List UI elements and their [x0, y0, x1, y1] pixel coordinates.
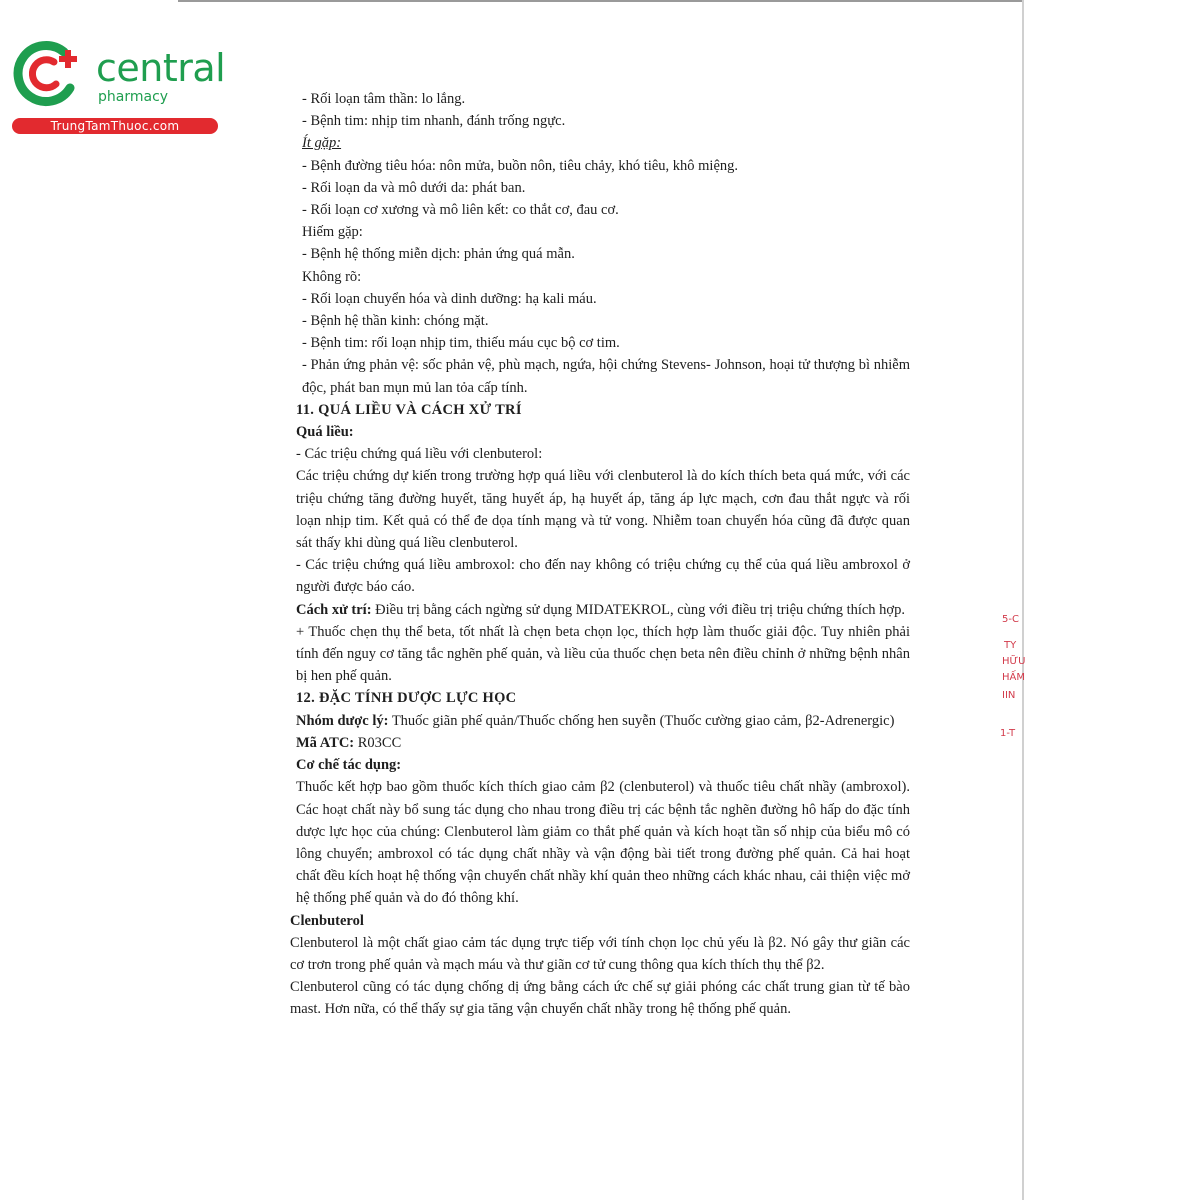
stamp-text: HỮU	[1002, 656, 1026, 667]
atc-label: Mã ATC:	[296, 734, 355, 751]
stamp-text: 1-T	[1000, 728, 1016, 739]
side-effect-line: - Bệnh đường tiêu hóa: nôn mửa, buồn nôn, tiêu chảy, khó tiêu, khô miệng.	[302, 157, 739, 174]
overdose-paragraph: + Thuốc chẹn thụ thể beta, tốt nhất là chẹn beta chọn lọc, thích hợp làm thuốc giải độc. Tuy nhiên phải tính đến nguy cơ tăng tắc nghẽn phế quản, và liều của thuốc chẹn beta nên điều chỉnh ở những bệnh nhân bị hen phế quản.	[296, 623, 910, 685]
central-pharmacy-logo[interactable]	[10, 38, 226, 138]
overdose-paragraph: - Các triệu chứng quá liều ambroxol: cho đến nay không có triệu chứng cụ thể của quá liều ambroxol ở người được báo cáo.	[296, 557, 910, 596]
document-body	[290, 88, 910, 1021]
mechanism-heading: Cơ chế tác dụng:	[296, 757, 402, 774]
frequency-heading-very-rare: Hiếm gặp:	[302, 224, 363, 241]
website-badge[interactable]: TrungTamThuoc.com	[12, 118, 218, 134]
atc-value: R03CC	[354, 734, 402, 751]
side-effect-line: - Rối loạn cơ xương và mô liên kết: co thắt cơ, đau cơ.	[302, 202, 619, 219]
side-effect-line: - Bệnh tim: rối loạn nhịp tim, thiếu máu cục bộ cơ tim.	[302, 335, 620, 352]
section-heading-overdose: 11. QUÁ LIỀU VÀ CÁCH XỬ TRÍ	[296, 401, 522, 418]
atc-code	[290, 732, 910, 754]
stamp-text: TY	[1004, 640, 1017, 651]
side-effect-line: - Bệnh hệ thống miễn dịch: phản ứng quá mẫn.	[302, 246, 575, 263]
stamp-text: IIN	[1002, 690, 1016, 701]
clenbuterol-paragraph: Clenbuterol là một chất giao cảm tác dụng trực tiếp với tính chọn lọc chủ yếu là β2. Nó gây thư giãn các cơ trơn trong phế quản và mạch máu và thư giãn cơ tử cung thông qua kích thích thụ thể β2.	[290, 934, 910, 973]
section-heading-pharmacodynamics: 12. ĐẶC TÍNH DƯỢC LỰC HỌC	[296, 690, 517, 707]
side-effect-line: - Phản ứng phản vệ: sốc phản vệ, phù mạch, ngứa, hội chứng Stevens- Johnson, hoại tử thượng bì nhiễm độc, phát ban mụn mủ lan tỏa cấp tính.	[302, 357, 910, 396]
treatment-paragraph	[290, 599, 910, 621]
logo-name: central	[96, 46, 226, 90]
frequency-heading-rare: Ít gặp:	[302, 135, 342, 152]
overdose-subheading: Quá liều:	[296, 424, 354, 441]
side-effect-line: - Rối loạn da và mô dưới da: phát ban.	[302, 179, 526, 196]
stamp-text: 5-C	[1002, 614, 1019, 625]
group-label: Nhóm dược lý:	[296, 712, 389, 729]
mechanism-paragraph: Thuốc kết hợp bao gồm thuốc kích thích giao cảm β2 (clenbuterol) và thuốc tiêu chất nhầy (ambroxol). Các hoạt chất này bổ sung tác dụng cho nhau trong điều trị các bệnh tắc nghẽn đường hô hấp do đặc tính dược lực học của chúng: Clenbuterol làm giảm co thắt phế quản và kích hoạt tần số nhịp của biểu mô có lông chuyển; ambroxol có tác dụng chất nhầy và vận động bài tiết trong đường phế quản. Cả hai hoạt chất đều kích hoạt hệ thống vận chuyển chất nhầy khí quản theo những cách khác nhau, cải thiện việc mở hệ thống phế quản và do đó thông khí.	[296, 779, 910, 907]
overdose-paragraph: - Các triệu chứng quá liều với clenbuterol:	[296, 446, 543, 463]
side-effect-line: - Rối loạn chuyển hóa và dinh dưỡng: hạ kali máu.	[302, 290, 597, 307]
stamp-text: HẤM	[1002, 672, 1025, 683]
logo-subtitle: pharmacy	[98, 89, 169, 105]
pharmacy-cross-icon	[10, 40, 90, 110]
treatment-label: Cách xử trí:	[296, 601, 372, 618]
page-top-border	[178, 0, 1024, 2]
clenbuterol-paragraph: Clenbuterol cũng có tác dụng chống dị ứng bằng cách ức chế sự giải phóng các chất trung gian từ tế bào mast. Hơn nữa, có thể thấy sự gia tăng vận chuyển chất nhầy trong hệ thống phế quản.	[290, 979, 910, 1018]
side-effect-line: - Bệnh hệ thần kinh: chóng mặt.	[302, 313, 489, 330]
pharmacological-group	[290, 710, 910, 732]
treatment-text: Điều trị bằng cách ngừng sử dụng MIDATEKROL, cùng với điều trị triệu chứng thích hợp.	[371, 601, 905, 618]
group-text: Thuốc giãn phế quản/Thuốc chống hen suyễn (Thuốc cường giao cảm, β2-Adrenergic)	[388, 712, 895, 729]
clenbuterol-heading: Clenbuterol	[290, 912, 364, 929]
company-stamp	[990, 600, 1030, 760]
side-effect-line: - Rối loạn tâm thần: lo lắng.	[302, 91, 466, 107]
overdose-paragraph: Các triệu chứng dự kiến trong trường hợp quá liều với clenbuterol là do kích thích beta quá mức, với các triệu chứng tăng đường huyết, tăng huyết áp, hạ huyết áp, tăng áp lực mạch, cơn đau thắt ngực và rối loạn nhịp tim. Kết quả có thể đe dọa tính mạng và tử vong. Nhiễm toan chuyển hóa cũng đã được quan sát thấy khi dùng quá liều clenbuterol.	[296, 468, 910, 552]
frequency-heading-unknown: Không rõ:	[302, 268, 362, 285]
side-effect-line: - Bệnh tim: nhịp tim nhanh, đánh trống ngực.	[302, 113, 566, 130]
